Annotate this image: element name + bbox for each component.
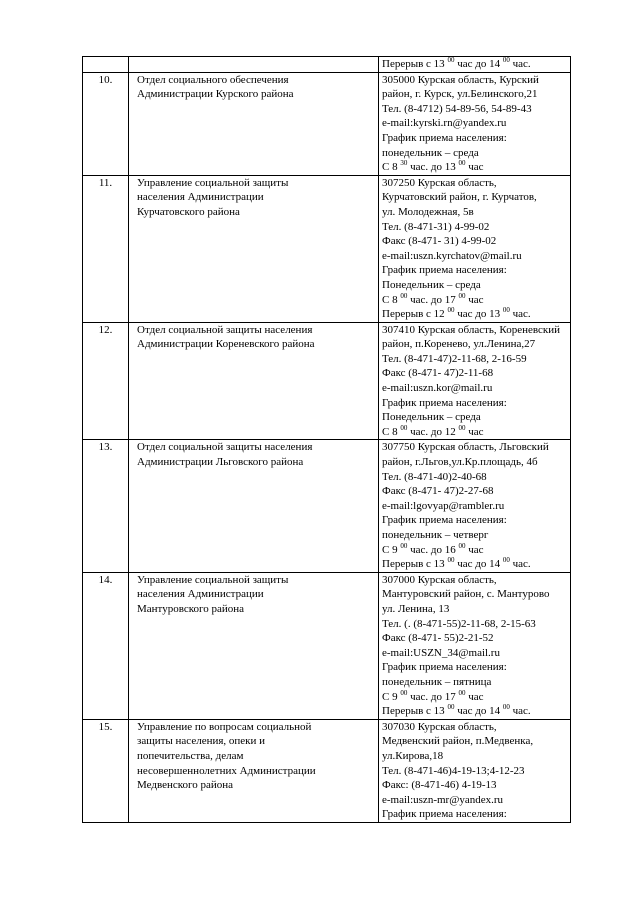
time-minutes: 00 bbox=[400, 423, 408, 432]
time-minutes: 00 bbox=[458, 423, 466, 432]
organization-name-line: населения Администрации bbox=[137, 191, 264, 204]
contact-text: час bbox=[465, 425, 484, 438]
contact-text: Тел. (8-471-46)4-19-13;4-12-23 bbox=[382, 764, 525, 777]
contact-text: С 9 bbox=[382, 543, 401, 556]
contact-info-line bbox=[382, 499, 567, 514]
table-row bbox=[83, 57, 571, 73]
organization-name-line: Управление по вопросам социальной bbox=[137, 720, 312, 733]
contact-info-line bbox=[382, 704, 567, 719]
organization-name-line: Администрации Кореневского района bbox=[137, 338, 315, 351]
contact-text: час до 14 bbox=[454, 705, 503, 718]
contact-text: район, г.Льгов,ул.Кр.площадь, 4б bbox=[382, 456, 538, 469]
contact-text: понедельник – среда bbox=[382, 146, 479, 159]
organization-name-line: Отдел социального обеспечения bbox=[137, 73, 289, 86]
contact-info-line bbox=[382, 720, 567, 735]
contact-info bbox=[379, 322, 571, 440]
contact-text: Курчатовский район, г. Курчатов, bbox=[382, 191, 537, 204]
contact-text: Факс: (8-471-46) 4-19-13 bbox=[382, 779, 497, 792]
contact-info bbox=[379, 57, 571, 73]
row-number: 13. bbox=[83, 440, 129, 572]
contact-info-line bbox=[382, 528, 567, 543]
contact-info-line bbox=[382, 484, 567, 499]
contact-info-line bbox=[382, 410, 567, 425]
contact-text: ул. Молодежная, 5в bbox=[382, 205, 474, 218]
contact-info-line bbox=[382, 587, 567, 602]
contact-text: График приема населения: bbox=[382, 396, 507, 409]
contact-text: Тел. (8-471-31) 4-99-02 bbox=[382, 220, 490, 233]
contact-info bbox=[379, 72, 571, 175]
contact-info-line bbox=[382, 220, 567, 235]
organization-name bbox=[129, 719, 379, 822]
contact-text: e-mail:lgovyap@rambler.ru bbox=[382, 499, 505, 512]
contact-info-line bbox=[382, 381, 567, 396]
organization-name bbox=[129, 440, 379, 572]
contact-text: Факс (8-471- 31) 4-99-02 bbox=[382, 235, 497, 248]
contact-text: Понедельник – среда bbox=[382, 278, 481, 291]
contact-info-line bbox=[382, 675, 567, 690]
contact-text: час. bbox=[509, 308, 531, 321]
contact-info-line bbox=[382, 778, 567, 793]
contact-text: С 9 bbox=[382, 690, 401, 703]
contact-info-line bbox=[382, 470, 567, 485]
time-minutes: 00 bbox=[458, 159, 466, 168]
contact-info bbox=[379, 572, 571, 719]
organization-name-line: Администрации Льговского района bbox=[137, 456, 304, 469]
contact-info-line bbox=[382, 734, 567, 749]
time-minutes: 00 bbox=[502, 56, 510, 64]
contact-info-line bbox=[382, 307, 567, 322]
time-minutes: 00 bbox=[447, 56, 455, 64]
contact-info-line bbox=[382, 690, 567, 705]
contact-text: час. до 13 bbox=[407, 161, 459, 174]
contact-text: e-mail:USZN_34@mail.ru bbox=[382, 646, 500, 659]
contact-text: e-mail:uszn.kor@mail.ru bbox=[382, 382, 493, 395]
contact-text: Перерыв с 12 bbox=[382, 308, 448, 321]
contact-info-line bbox=[382, 57, 567, 72]
contact-info-line bbox=[382, 617, 567, 632]
organization-name-line: Мантуровского района bbox=[137, 602, 245, 615]
contact-text: понедельник – пятница bbox=[382, 675, 492, 688]
contact-text: час до 13 bbox=[454, 308, 503, 321]
contact-info-line bbox=[382, 440, 567, 455]
contact-text: График приема населения: bbox=[382, 264, 507, 277]
row-number: 12. bbox=[83, 322, 129, 440]
contact-info-line bbox=[382, 116, 567, 131]
organization-name-line: несовершеннолетних Администрации bbox=[137, 764, 316, 777]
contact-text: час до 14 bbox=[454, 558, 503, 571]
contact-info bbox=[379, 440, 571, 572]
contact-text: 305000 Курская область, Курский bbox=[382, 73, 539, 86]
time-minutes: 00 bbox=[502, 703, 510, 712]
contact-text: График приема населения: bbox=[382, 131, 507, 144]
contact-text: район, п.Коренево, ул.Ленина,27 bbox=[382, 338, 536, 351]
contact-text: 307030 Курская область, bbox=[382, 720, 497, 733]
contact-info-line bbox=[382, 263, 567, 278]
contact-info-line bbox=[382, 293, 567, 308]
contact-text: час bbox=[465, 543, 484, 556]
organization-name bbox=[129, 175, 379, 322]
contact-info-line bbox=[382, 87, 567, 102]
table-row bbox=[83, 440, 571, 572]
contact-info-line bbox=[382, 807, 567, 822]
contact-text: час bbox=[465, 293, 484, 306]
contact-info-line bbox=[382, 146, 567, 161]
contact-info-line bbox=[382, 323, 567, 338]
contact-text: час. bbox=[509, 58, 531, 70]
contact-text: Медвенский район, п.Медвенка, bbox=[382, 735, 534, 748]
contact-text: Понедельник – среда bbox=[382, 411, 481, 424]
row-number: 14. bbox=[83, 572, 129, 719]
contact-text: 307410 Курская область, Кореневский bbox=[382, 323, 560, 336]
contact-text: Тел. (8-471-47)2-11-68, 2-16-59 bbox=[382, 352, 527, 365]
table-row bbox=[83, 572, 571, 719]
table-row bbox=[83, 719, 571, 822]
table-row bbox=[83, 322, 571, 440]
contact-info-line bbox=[382, 455, 567, 470]
social-protection-table bbox=[82, 56, 571, 823]
contact-text: График приема населения: bbox=[382, 808, 507, 821]
contact-info-line bbox=[382, 793, 567, 808]
organization-name bbox=[129, 72, 379, 175]
contact-text: Перерыв с 13 bbox=[382, 58, 448, 70]
contact-info-line bbox=[382, 249, 567, 264]
organization-name-line: защиты населения, опеки и bbox=[137, 735, 266, 748]
time-minutes: 00 bbox=[502, 556, 510, 565]
table-body bbox=[83, 57, 571, 823]
contact-text: Мантуровский район, с. Мантурово bbox=[382, 588, 550, 601]
contact-text: час. до 17 bbox=[407, 690, 459, 703]
time-minutes: 00 bbox=[447, 703, 455, 712]
time-minutes: 00 bbox=[447, 306, 455, 315]
contact-info-line bbox=[382, 513, 567, 528]
contact-info bbox=[379, 719, 571, 822]
contact-info-line bbox=[382, 190, 567, 205]
contact-text: График приема населения: bbox=[382, 661, 507, 674]
contact-text: ул. Ленина, 13 bbox=[382, 602, 450, 615]
organization-name bbox=[129, 322, 379, 440]
contact-text: час. bbox=[509, 705, 531, 718]
row-number: 11. bbox=[83, 175, 129, 322]
contact-text: час. bbox=[509, 558, 531, 571]
contact-text: График приема населения: bbox=[382, 514, 507, 527]
contact-text: Факс (8-471- 47)2-11-68 bbox=[382, 367, 494, 380]
contact-text: С 8 bbox=[382, 293, 401, 306]
row-number: 15. bbox=[83, 719, 129, 822]
contact-text: Факс (8-471- 47)2-27-68 bbox=[382, 485, 494, 498]
contact-text: e-mail:uszn-mr@yandex.ru bbox=[382, 793, 504, 806]
time-minutes: 00 bbox=[400, 688, 408, 697]
table-row bbox=[83, 72, 571, 175]
organization-name-line: Медвенского района bbox=[137, 779, 234, 792]
contact-text: Тел. (. (8-471-55)2-11-68, 2-15-63 bbox=[382, 617, 536, 630]
contact-text: час bbox=[465, 690, 484, 703]
contact-info-line bbox=[382, 749, 567, 764]
contact-text: Перерыв с 13 bbox=[382, 705, 448, 718]
contact-info-line bbox=[382, 602, 567, 617]
contact-text: район, г. Курск, ул.Белинского,21 bbox=[382, 88, 538, 101]
contact-info bbox=[379, 175, 571, 322]
table-row bbox=[83, 175, 571, 322]
contact-text: e-mail:uszn.kyrchatov@mail.ru bbox=[382, 249, 522, 262]
contact-text: С 8 bbox=[382, 161, 401, 174]
contact-info-line bbox=[382, 73, 567, 88]
contact-text: час bbox=[465, 161, 484, 174]
time-minutes: 00 bbox=[502, 306, 510, 315]
contact-info-line bbox=[382, 205, 567, 220]
contact-text: 307750 Курская область, Льговский bbox=[382, 441, 549, 454]
contact-info-line bbox=[382, 278, 567, 293]
contact-text: час. до 17 bbox=[407, 293, 459, 306]
contact-text: час. до 12 bbox=[407, 425, 459, 438]
contact-info-line bbox=[382, 646, 567, 661]
organization-name-line: Курчатовского района bbox=[137, 205, 240, 218]
contact-text: С 8 bbox=[382, 425, 401, 438]
contact-info-line bbox=[382, 234, 567, 249]
organization-name-line: Отдел социальной защиты населения bbox=[137, 441, 313, 454]
organization-name-line: населения Администрации bbox=[137, 588, 264, 601]
row-number bbox=[83, 57, 129, 73]
contact-text: Тел. (8-471-40)2-40-68 bbox=[382, 470, 487, 483]
contact-info-line bbox=[382, 352, 567, 367]
organization-name-line: попечительства, делам bbox=[137, 749, 244, 762]
contact-info-line bbox=[382, 425, 567, 440]
contact-text: Тел. (8-4712) 54-89-56, 54-89-43 bbox=[382, 102, 532, 115]
contact-info-line bbox=[382, 631, 567, 646]
time-minutes: 00 bbox=[447, 556, 455, 565]
contact-info-line bbox=[382, 337, 567, 352]
organization-name-line: Отдел социальной защиты населения bbox=[137, 323, 313, 336]
contact-text: 307250 Курская область, bbox=[382, 176, 497, 189]
contact-text: ул.Кирова,18 bbox=[382, 749, 444, 762]
organization-name-line: Администрации Курского района bbox=[137, 88, 294, 101]
contact-info-line bbox=[382, 366, 567, 381]
contact-info-line bbox=[382, 557, 567, 572]
contact-text: 307000 Курская область, bbox=[382, 573, 497, 586]
contact-info-line bbox=[382, 176, 567, 191]
contact-text: Перерыв с 13 bbox=[382, 558, 448, 571]
time-minutes: 00 bbox=[400, 291, 408, 300]
contact-text: час. до 16 bbox=[407, 543, 459, 556]
contact-info-line bbox=[382, 102, 567, 117]
contact-text: e-mail:kyrski.rn@yandex.ru bbox=[382, 117, 507, 130]
contact-info-line bbox=[382, 660, 567, 675]
contact-info-line bbox=[382, 543, 567, 558]
organization-name-line: Управление социальной защиты bbox=[137, 573, 289, 586]
time-minutes: 00 bbox=[458, 291, 466, 300]
contact-text: час до 14 bbox=[454, 58, 503, 70]
time-minutes: 00 bbox=[458, 541, 466, 550]
organization-name bbox=[129, 57, 379, 73]
time-minutes: 00 bbox=[400, 541, 408, 550]
contact-text: понедельник – четверг bbox=[382, 529, 489, 541]
organization-name bbox=[129, 572, 379, 719]
contact-info-line bbox=[382, 160, 567, 175]
contact-info-line bbox=[382, 573, 567, 588]
contact-info-line bbox=[382, 396, 567, 411]
contact-text: Факс (8-471- 55)2-21-52 bbox=[382, 632, 494, 645]
contact-info-line bbox=[382, 131, 567, 146]
organization-name-line: Управление социальной защиты bbox=[137, 176, 289, 189]
row-number: 10. bbox=[83, 72, 129, 175]
time-minutes: 30 bbox=[400, 159, 408, 168]
contact-info-line bbox=[382, 764, 567, 779]
time-minutes: 00 bbox=[458, 688, 466, 697]
